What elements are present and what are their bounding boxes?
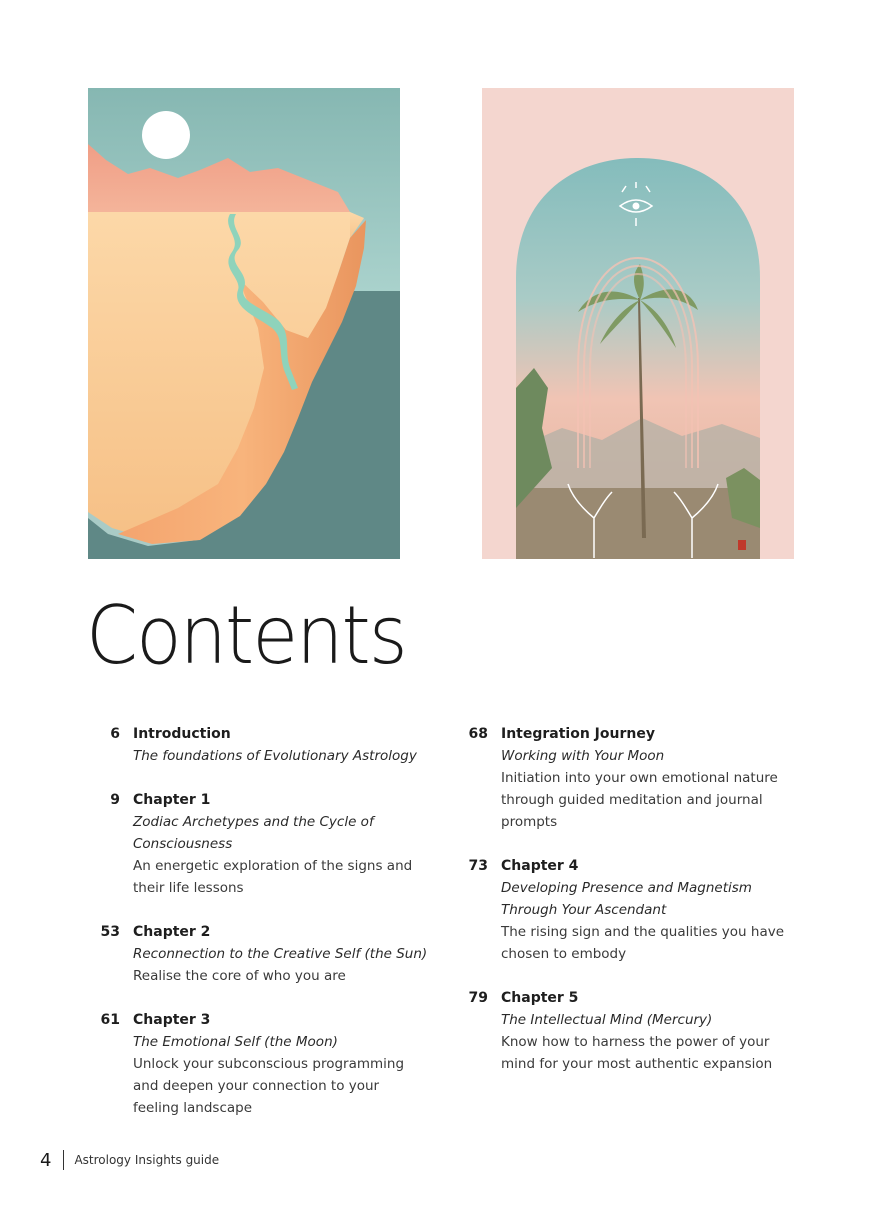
entry-description: The rising sign and the qualities you have chosen to embody [501,924,785,962]
arch-palm-artwork [482,88,794,559]
entry-description: An energetic exploration of the signs and their life lessons [133,858,413,896]
entry-heading: Introduction [133,726,231,742]
entry-description: Unlock your subconscious programming and deepen your connection to your feeling landscape [133,1056,405,1116]
entry-subtitle: The Emotional Self (the Moon) [133,1034,338,1050]
entry-description: Realise the core of who you are [133,968,346,984]
entry-subtitle: The Intellectual Mind (Mercury) [501,1012,713,1028]
entry-heading: Chapter 4 [501,858,579,874]
entry-heading: Chapter 2 [133,924,211,940]
contents-entry[interactable] [456,987,796,1075]
entry-page-number: 79 [468,990,488,1006]
entry-page-number: 73 [468,858,488,874]
page-title: Contents [86,589,406,682]
entry-page-number: 6 [110,726,120,742]
entry-heading: Chapter 5 [501,990,579,1006]
entry-description: Know how to harness the power of your mind for your most authentic expansion [501,1034,773,1072]
entry-page-number: 9 [110,792,120,808]
contents-entry[interactable] [456,723,796,833]
entry-subtitle: Working with Your Moon [501,748,665,764]
entry-page-number: 68 [468,726,488,742]
entry-subtitle: Reconnection to the Creative Self (the Sun) [133,946,428,962]
entry-subtitle: Developing Presence and Magnetism Through Your Ascendant [501,880,752,918]
cliff-moon-artwork [88,88,400,559]
entry-heading: Integration Journey [501,726,655,742]
entry-description: Initiation into your own emotional nature through guided meditation and journal prompts [501,770,778,830]
entry-subtitle: The foundations of Evolutionary Astrology [133,748,417,764]
arch-palm-illustration [482,88,794,559]
footer-page-number: 4 [40,1149,52,1171]
footer-divider [63,1150,64,1170]
entry-page-number: 53 [100,924,120,940]
contents-column-right [456,723,796,1097]
moon-icon [142,111,190,159]
entry-heading: Chapter 1 [133,792,211,808]
contents-entry[interactable] [88,1009,428,1119]
entry-heading: Chapter 3 [133,1012,211,1028]
contents-entry[interactable] [88,723,428,767]
footer-guide-name: Astrology Insights guide [74,1153,220,1167]
cliff-moon-illustration [88,88,400,559]
contents-column-left [88,723,428,1141]
entry-page-number: 61 [100,1012,120,1028]
entry-subtitle: Zodiac Archetypes and the Cycle of Consciousness [133,814,374,852]
contents-entry[interactable] [88,921,428,987]
contents-entry[interactable] [88,789,428,899]
artist-seal-icon [738,540,746,550]
contents-entry[interactable] [456,855,796,965]
page-footer [40,1148,219,1172]
